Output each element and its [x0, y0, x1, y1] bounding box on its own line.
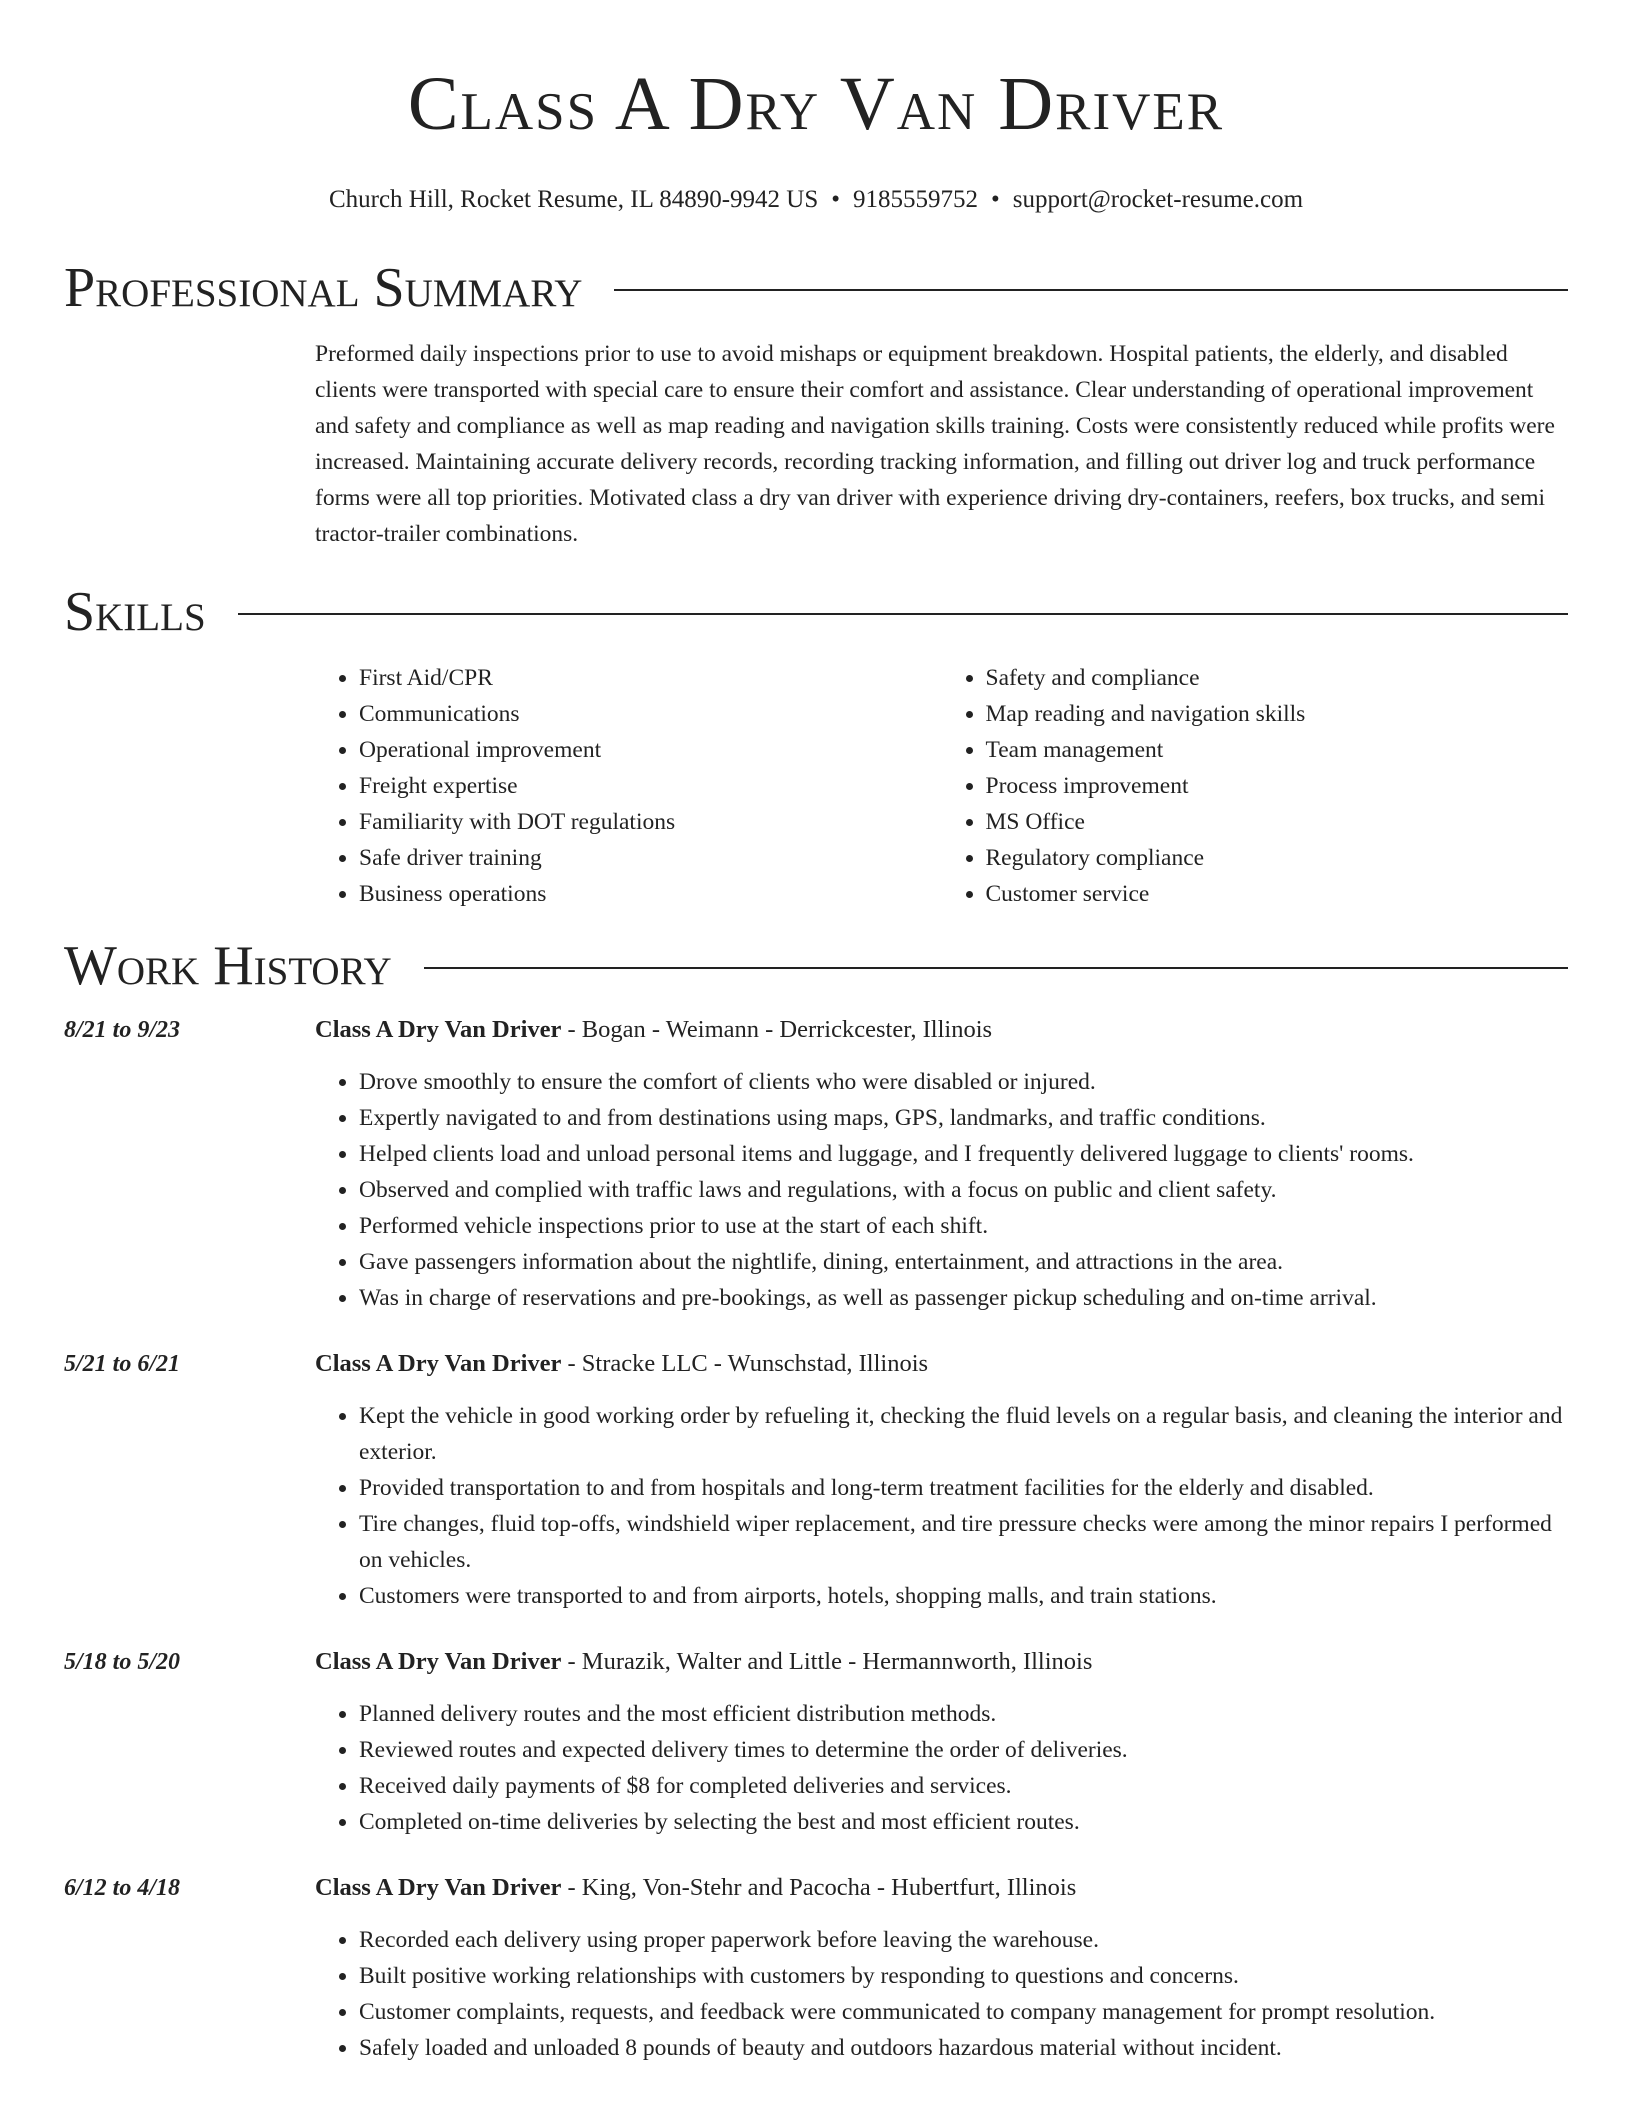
- job-bullet: • Gave passengers information about the nightlife, dining, entertainment, and attractions in the area.: [359, 1244, 1568, 1280]
- contact-email: support@rocket-resume.com: [1012, 186, 1304, 213]
- job-bullet: • Built positive working relationships with customers by responding to questions and concerns.: [359, 1958, 1568, 1994]
- work-section-title: Work History: [64, 935, 392, 997]
- skill-item: • Safe driver training: [359, 840, 942, 876]
- skill-item: • Regulatory compliance: [986, 840, 1569, 876]
- job-bullet: • Observed and complied with traffic laws and regulations, with a focus on public and client safety.: [359, 1172, 1568, 1208]
- job-bullet: • Reviewed routes and expected delivery times to determine the order of deliveries.: [359, 1732, 1568, 1768]
- job-body: [315, 1868, 1568, 2066]
- job-bullet: • Provided transportation to and from hospitals and long-term treatment facilities for the elderly and disabled.: [359, 1470, 1568, 1506]
- skills-list: [315, 660, 1568, 912]
- job-bullets: [315, 1922, 1568, 2066]
- job-employer: - Murazik, Walter and Little - Hermannworth, Illinois: [561, 1648, 1093, 1675]
- job-dates: 5/21 to 6/21: [64, 1351, 181, 1377]
- job-title: Class A Dry Van Driver: [315, 1350, 562, 1377]
- skill-item: • Operational improvement: [359, 732, 942, 768]
- section-divider: [238, 613, 1568, 615]
- job-title: Class A Dry Van Driver: [315, 1016, 562, 1043]
- job-header: [315, 1868, 1568, 1906]
- skill-item: • Business operations: [359, 876, 942, 912]
- skill-item: • Map reading and navigation skills: [986, 696, 1569, 732]
- skill-item: • MS Office: [986, 804, 1569, 840]
- skills-column-left: [315, 660, 942, 912]
- contact-separator: •: [991, 186, 1000, 213]
- job-bullet: • Tire changes, fluid top-offs, windshield wiper replacement, and tire pressure checks were among the minor repairs I performed on vehicles.: [359, 1506, 1568, 1578]
- job-header: [315, 1642, 1568, 1680]
- job-bullet: • Recorded each delivery using proper paperwork before leaving the warehouse.: [359, 1922, 1568, 1958]
- job-header: [315, 1010, 1568, 1048]
- job-bullet: • Received daily payments of $8 for completed deliveries and services.: [359, 1768, 1568, 1804]
- job-bullet: • Safely loaded and unloaded 8 pounds of beauty and outdoors hazardous material without incident.: [359, 2030, 1568, 2066]
- job-bullet: • Planned delivery routes and the most efficient distribution methods.: [359, 1696, 1568, 1732]
- job-bullet: • Kept the vehicle in good working order by refueling it, checking the fluid levels on a regular basis, and cleaning the interior and exterior.: [359, 1398, 1568, 1470]
- summary-text: Preformed daily inspections prior to use to avoid mishaps or equipment breakdown. Hospital patients, the elderly, and disabled clients were transported with special care to ensure their comfort and assistance. Clear understanding of operational improvement and safety and compliance as well as map reading and navigation skills training. Costs were consistently reduced while profits were increased. Maintaining accurate delivery records, recording tracking information, and filling out driver log and truck performance forms were all top priorities. Motivated class a dry van driver with experience driving dry-containers, reefers, box trucks, and semi tractor-trailer combinations.: [315, 341, 1555, 547]
- skill-item: • Familiarity with DOT regulations: [359, 804, 942, 840]
- job-bullet: • Drove smoothly to ensure the comfort of clients who were disabled or injured.: [359, 1064, 1568, 1100]
- contact-phone: 9185559752: [853, 186, 978, 213]
- work-section-header: [64, 934, 1568, 998]
- skill-item: • Communications: [359, 696, 942, 732]
- job-title: Class A Dry Van Driver: [315, 1874, 562, 1901]
- job-entry: [64, 1868, 1568, 2066]
- job-entry: [64, 1642, 1568, 1840]
- summary-section-title: Professional Summary: [64, 257, 583, 319]
- skill-item: • Safety and compliance: [986, 660, 1569, 696]
- job-title: Class A Dry Van Driver: [315, 1648, 562, 1675]
- job-bullet: • Expertly navigated to and from destinations using maps, GPS, landmarks, and traffic conditions.: [359, 1100, 1568, 1136]
- job-body: [315, 1642, 1568, 1840]
- job-entry: [64, 1010, 1568, 1316]
- job-bullet: • Customer complaints, requests, and feedback were communicated to company management for prompt resolution.: [359, 1994, 1568, 2030]
- job-bullets: [315, 1064, 1568, 1316]
- job-bullet: • Helped clients load and unload personal items and luggage, and I frequently delivered luggage to clients' rooms.: [359, 1136, 1568, 1172]
- section-divider: [614, 289, 1568, 291]
- skill-item: • First Aid/CPR: [359, 660, 942, 696]
- job-bullet: • Completed on-time deliveries by selecting the best and most efficient routes.: [359, 1804, 1568, 1840]
- skill-item: • Customer service: [986, 876, 1569, 912]
- job-dates: 6/12 to 4/18: [64, 1875, 181, 1901]
- job-dates: 8/21 to 9/23: [64, 1017, 181, 1043]
- skill-item: • Team management: [986, 732, 1569, 768]
- job-entry: [64, 1344, 1568, 1614]
- job-header: [315, 1344, 1568, 1382]
- job-employer: - Stracke LLC - Wunschstad, Illinois: [561, 1350, 929, 1377]
- contact-line: [64, 184, 1568, 216]
- job-bullet: • Was in charge of reservations and pre-bookings, as well as passenger pickup scheduling and on-time arrival.: [359, 1280, 1568, 1316]
- job-bullets: [315, 1696, 1568, 1840]
- skills-section-title: Skills: [64, 581, 206, 643]
- job-bullet: • Performed vehicle inspections prior to use at the start of each shift.: [359, 1208, 1568, 1244]
- summary-section-header: [64, 256, 1568, 320]
- candidate-name: Class A Dry Van Driver: [407, 62, 1225, 146]
- job-dates: 5/18 to 5/20: [64, 1649, 181, 1675]
- skills-column-right: [942, 660, 1569, 912]
- job-body: [315, 1344, 1568, 1614]
- skills-section-header: [64, 580, 1568, 644]
- job-bullet: • Customers were transported to and from airports, hotels, shopping malls, and train stations.: [359, 1578, 1568, 1614]
- job-employer: - Bogan - Weimann - Derrickcester, Illinois: [561, 1016, 993, 1043]
- skill-item: • Freight expertise: [359, 768, 942, 804]
- job-bullets: [315, 1398, 1568, 1614]
- section-divider: [424, 967, 1568, 969]
- job-body: [315, 1010, 1568, 1316]
- contact-address: Church Hill, Rocket Resume, IL 84890-9942 US: [328, 186, 819, 213]
- job-employer: - King, Von-Stehr and Pacocha - Hubertfurt, Illinois: [561, 1874, 1077, 1901]
- contact-separator: •: [831, 186, 840, 213]
- skill-item: • Process improvement: [986, 768, 1569, 804]
